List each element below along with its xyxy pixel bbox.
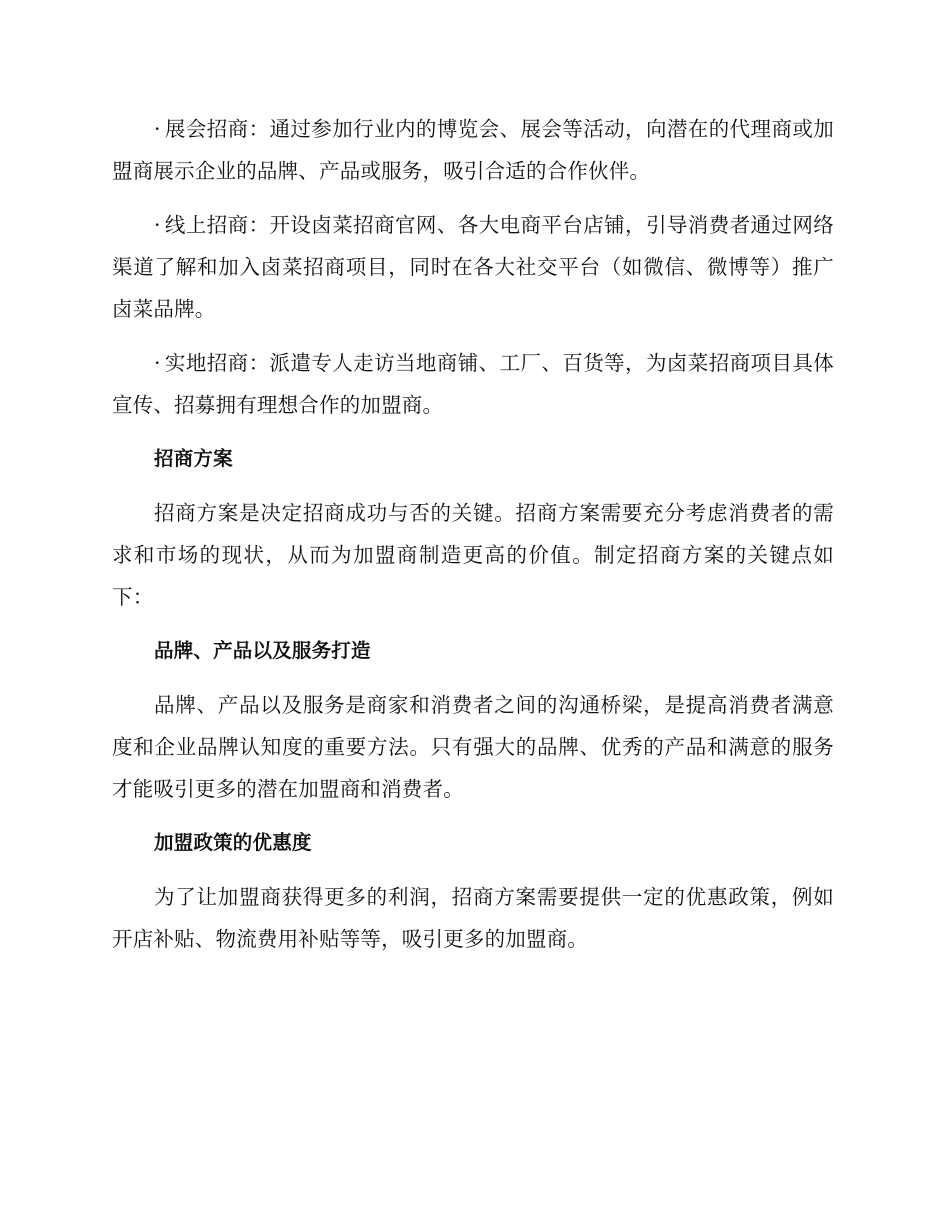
section-body-brand: 品牌、产品以及服务是商家和消费者之间的沟通桥梁，是提高消费者满意度和企业品牌认知度的重要方法。只有强大的品牌、优秀的产品和满意的服务才能吸引更多的潜在加盟商和消费者。	[112, 693, 834, 801]
section-body-policy: 为了让加盟商获得更多的利润，招商方案需要提供一定的优惠政策，例如开店补贴、物流费用补贴等等，吸引更多的加盟商。	[112, 885, 834, 951]
section-body-plan: 招商方案是决定招商成功与否的关键。招商方案需要充分考虑消费者的需求和市场的现状，从而为加盟商制造更高的价值。制定招商方案的关键点如下：	[112, 501, 834, 609]
bullet-marker: ·	[154, 117, 161, 141]
bullet-marker: ·	[154, 351, 161, 375]
bullet-onsite	[112, 342, 834, 426]
bullet-marker: ·	[154, 213, 161, 237]
bullet-text: 展会招商：通过参加行业内的博览会、展会等活动，向潜在的代理商或加盟商展示企业的品牌、产品或服务，吸引合适的合作伙伴。	[112, 117, 834, 183]
section-heading-policy: 加盟政策的优惠度	[154, 831, 312, 854]
bullet-online	[112, 204, 834, 330]
document-body	[112, 108, 834, 972]
section-heading-plan: 招商方案	[154, 447, 233, 470]
bullet-text: 实地招商：派遣专人走访当地商铺、工厂、百货等，为卤菜招商项目具体宣传、招募拥有理想合作的加盟商。	[112, 351, 834, 417]
bullet-text: 线上招商：开设卤菜招商官网、各大电商平台店铺，引导消费者通过网络渠道了解和加入卤菜招商项目，同时在各大社交平台（如微信、微博等）推广卤菜品牌。	[112, 213, 834, 321]
section-heading-brand: 品牌、产品以及服务打造	[154, 639, 371, 662]
bullet-exhibition	[112, 108, 834, 192]
